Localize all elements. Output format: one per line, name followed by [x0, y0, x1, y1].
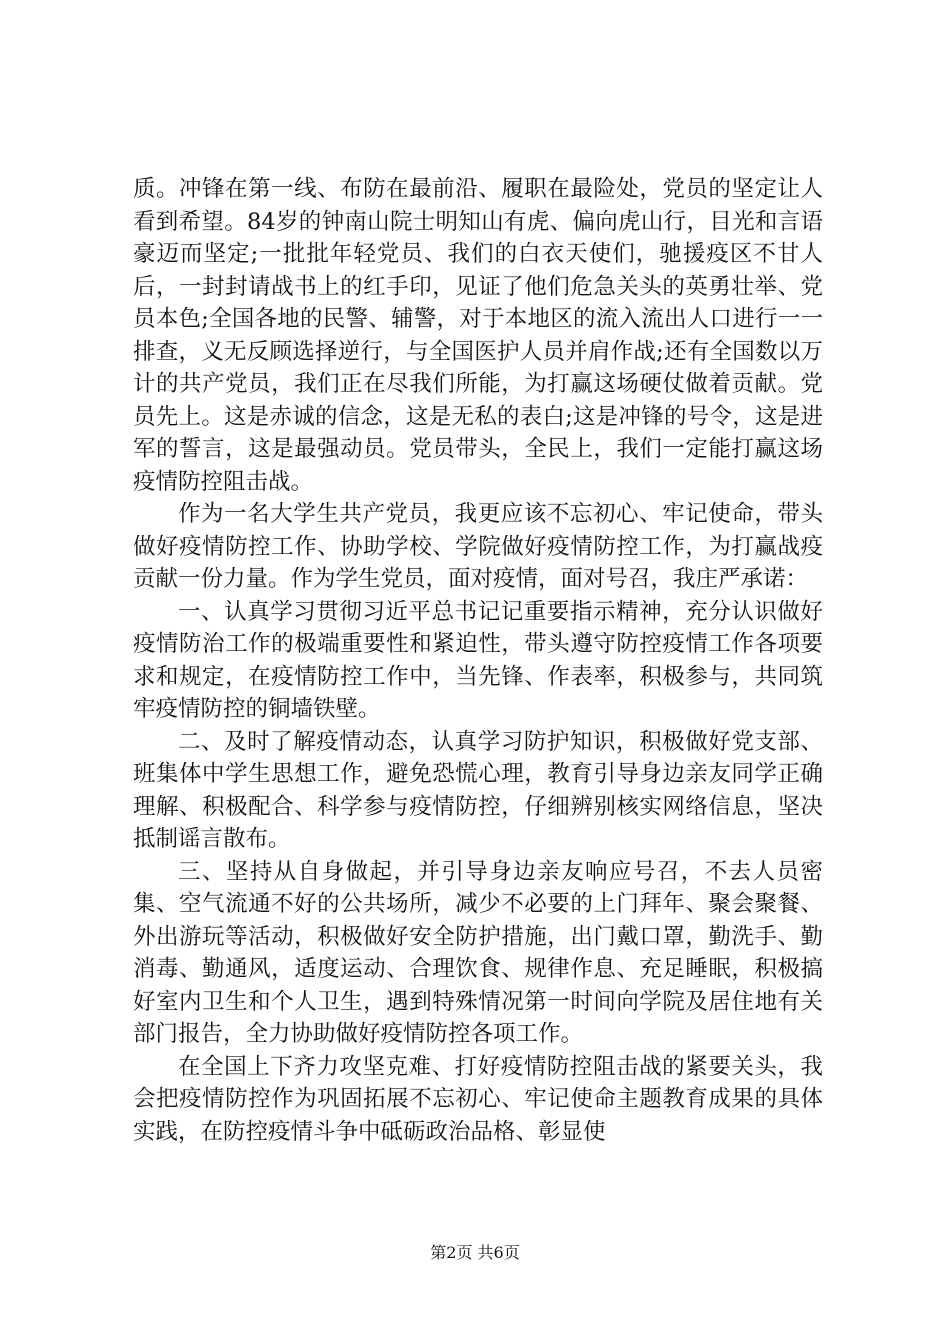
paragraph-continuation: 质。冲锋在第一线、布防在最前沿、履职在最险处，党员的坚定让人看到希望。84岁的钟南山院士明知山有虎、偏向虎山行，目光和言语豪迈而坚定;一批批年轻党员、我们的白衣天使们，驰援疫区不甘人后，一封封请战书上的红手印，见证了他们危急关头的英勇壮举、党员本色;全国各地的民警、辅警，对于本地区的流入流出人口进行一一排查，义无反顾选择逆行，与全国医护人员并肩作战;还有全国数以万计的共产党员，我们正在尽我们所能，为打赢这场硬仗做着贡献。党员先上。这是赤诚的信念，这是无私的表白;这是冲锋的号令，这是进军的誓言，这是最强动员。党员带头，全民上，我们一定能打赢这场疫情防控阻击战。	[133, 176, 823, 495]
paragraph-pledge-three: 三、坚持从自身做起，并引导身边亲友响应号召，不去人员密集、空气流通不好的公共场所，减少不必要的上门拜年、聚会聚餐、外出游玩等活动，积极做好安全防护措施，出门戴口罩，勤洗手、勤消毒、勤通风，适度运动、合理饮食、规律作息、充足睡眠，积极搞好室内卫生和个人卫生，遇到特殊情况第一时间向学院及居住地有关部门报告，全力协助做好疫情防控各项工作。	[133, 858, 823, 1047]
paragraph-pledge-one: 一、认真学习贯彻习近平总书记记重要指示精神，充分认识做好疫情防治工作的极端重要性和紧迫性，带头遵守防控疫情工作各项要求和规定，在疫情防控工作中，当先锋、作表率，积极参与，共同筑牢疫情防控的铜墙铁壁。	[133, 598, 823, 722]
paragraph-closing: 在全国上下齐力攻坚克难、打好疫情防控阻击战的紧要关头，我会把疫情防控作为巩固拓展不忘初心、牢记使命主题教育成果的具体实践，在防控疫情斗争中砥砺政治品格、彰显使	[133, 1053, 823, 1145]
paragraph-student-member: 作为一名大学生共产党员，我更应该不忘初心、牢记使命，带头做好疫情防控工作、协助学校、学院做好疫情防控工作，为打赢战疫贡献一份力量。作为学生党员，面对疫情，面对号召，我庄严承诺：	[133, 501, 823, 592]
page-footer: 第2页 共6页	[430, 1243, 520, 1262]
document-body	[133, 173, 823, 1148]
paragraph-pledge-two: 二、及时了解疫情动态，认真学习防护知识，积极做好党支部、班集体中学生思想工作，避免恐慌心理，教育引导身边亲友同学正确理解、积极配合、科学参与疫情防控，仔细辨别核实网络信息，坚决抵制谣言散布。	[133, 728, 823, 852]
